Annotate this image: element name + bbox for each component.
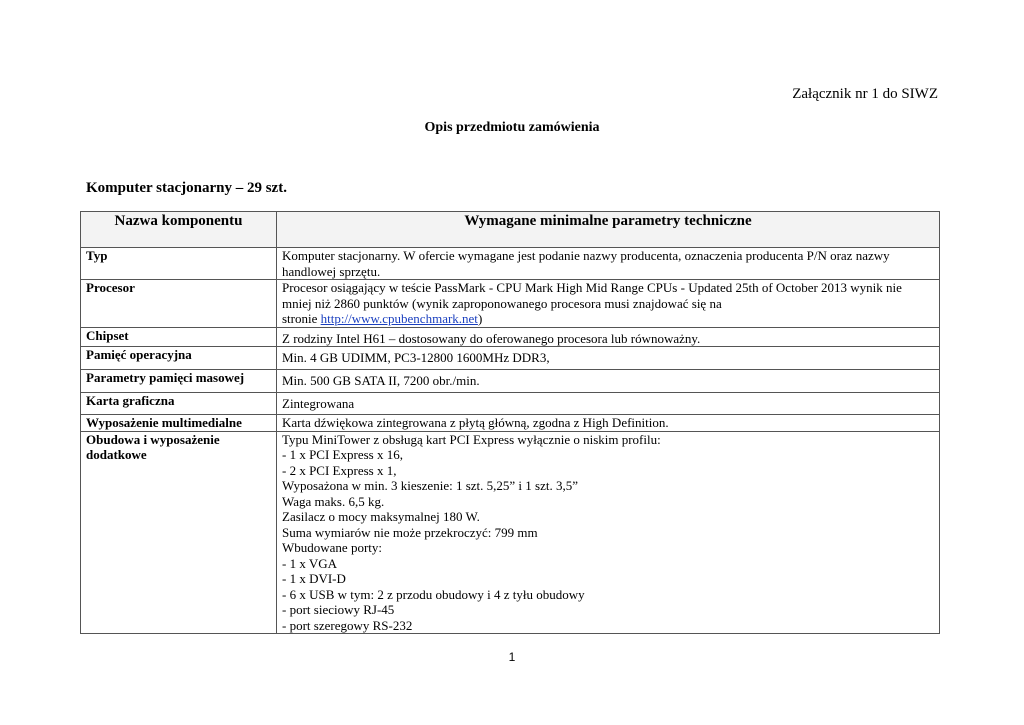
column-header-component: Nazwa komponentu (81, 212, 277, 248)
row-value (277, 415, 940, 432)
label-line: Obudowa i wyposażenie (86, 431, 220, 447)
table-row (81, 347, 940, 370)
value-line (282, 311, 935, 327)
row-label: Karta graficzna (81, 393, 277, 415)
table-row (81, 248, 940, 280)
value-line: Min. 4 GB UDIMM, PC3-12800 1600MHz DDR3, (282, 350, 550, 365)
value-line: Zasilacz o mocy maksymalnej 180 W. (282, 509, 480, 524)
value-line: Komputer stacjonarny. W ofercie wymagane jest podanie nazwy producenta, oznaczenia producenta P/N oraz nazwy (282, 248, 890, 263)
row-value (277, 280, 940, 328)
value-line: - 1 x DVI-D (282, 571, 346, 586)
value-line: Typu MiniTower z obsługą kart PCI Express wyłącznie o niskim profilu: (282, 431, 661, 447)
value-line: Waga maks. 6,5 kg. (282, 493, 385, 509)
value-line: Karta dźwiękowa zintegrowana z płytą główną, zgodna z High Definition. (282, 415, 669, 430)
link-prefix: stronie (282, 311, 321, 326)
column-header-parameters: Wymagane minimalne parametry techniczne (277, 212, 940, 248)
spec-table (80, 211, 940, 634)
row-label: Parametry pamięci masowej (81, 370, 277, 393)
label-line: dodatkowe (86, 447, 147, 462)
row-label (81, 431, 277, 634)
page-number: 1 (508, 650, 516, 664)
value-line: - 1 x VGA (282, 555, 338, 571)
row-label: Chipset (81, 327, 277, 347)
value-line: Wyposażona w min. 3 kieszenie: 1 szt. 5,25” i 1 szt. 3,5” (282, 478, 578, 493)
value-line: Min. 500 GB SATA II, 7200 obr./min. (282, 373, 480, 388)
value-line: - 1 x PCI Express x 16, (282, 447, 403, 462)
value-line: Suma wymiarów nie może przekroczyć: 799 mm (282, 524, 538, 540)
value-line: Z rodziny Intel H61 – dostosowany do oferowanego procesora lub równoważny. (282, 330, 701, 346)
table-header-row (81, 212, 940, 248)
value-line: Procesor osiągający w teście PassMark - CPU Mark High Mid Range CPUs - Updated 25th of October 2013 wynik nie (282, 280, 902, 295)
value-line: handlowej sprzętu. (282, 263, 381, 279)
value-line: mniej niż 2860 punktów (wynik zaproponowanego procesora musi znajdować się na (282, 295, 722, 311)
row-label: Pamięć operacyjna (81, 347, 277, 370)
row-value (277, 327, 940, 347)
table-row (81, 327, 940, 347)
row-label: Typ (81, 248, 277, 280)
table-row (81, 393, 940, 415)
document-title: Opis przedmiotu zamówienia (424, 120, 600, 135)
row-value (277, 393, 940, 415)
section-title: Komputer stacjonarny – 29 szt. (86, 180, 287, 196)
row-label: Procesor (81, 280, 277, 328)
value-line: Zintegrowana (282, 396, 355, 411)
annex-label: Załącznik nr 1 do SIWZ (792, 86, 938, 102)
row-value (277, 248, 940, 280)
row-value (277, 431, 940, 634)
link-suffix: ) (477, 311, 483, 326)
value-line: Wbudowane porty: (282, 540, 383, 555)
value-line: - port sieciowy RJ-45 (282, 602, 395, 617)
value-line: - 2 x PCI Express x 1, (282, 462, 397, 478)
table-row (81, 431, 940, 634)
row-label: Wyposażenie multimedialne (81, 415, 277, 432)
table-row (81, 370, 940, 393)
table-row (81, 280, 940, 328)
value-line: - port szeregowy RS-232 (282, 617, 413, 633)
row-value (277, 347, 940, 370)
cpubenchmark-link[interactable]: http://www.cpubenchmark.net (320, 311, 478, 326)
table-row (81, 415, 940, 432)
row-value (277, 370, 940, 393)
value-line: - 6 x USB w tym: 2 z przodu obudowy i 4 z tyłu obudowy (282, 586, 585, 602)
